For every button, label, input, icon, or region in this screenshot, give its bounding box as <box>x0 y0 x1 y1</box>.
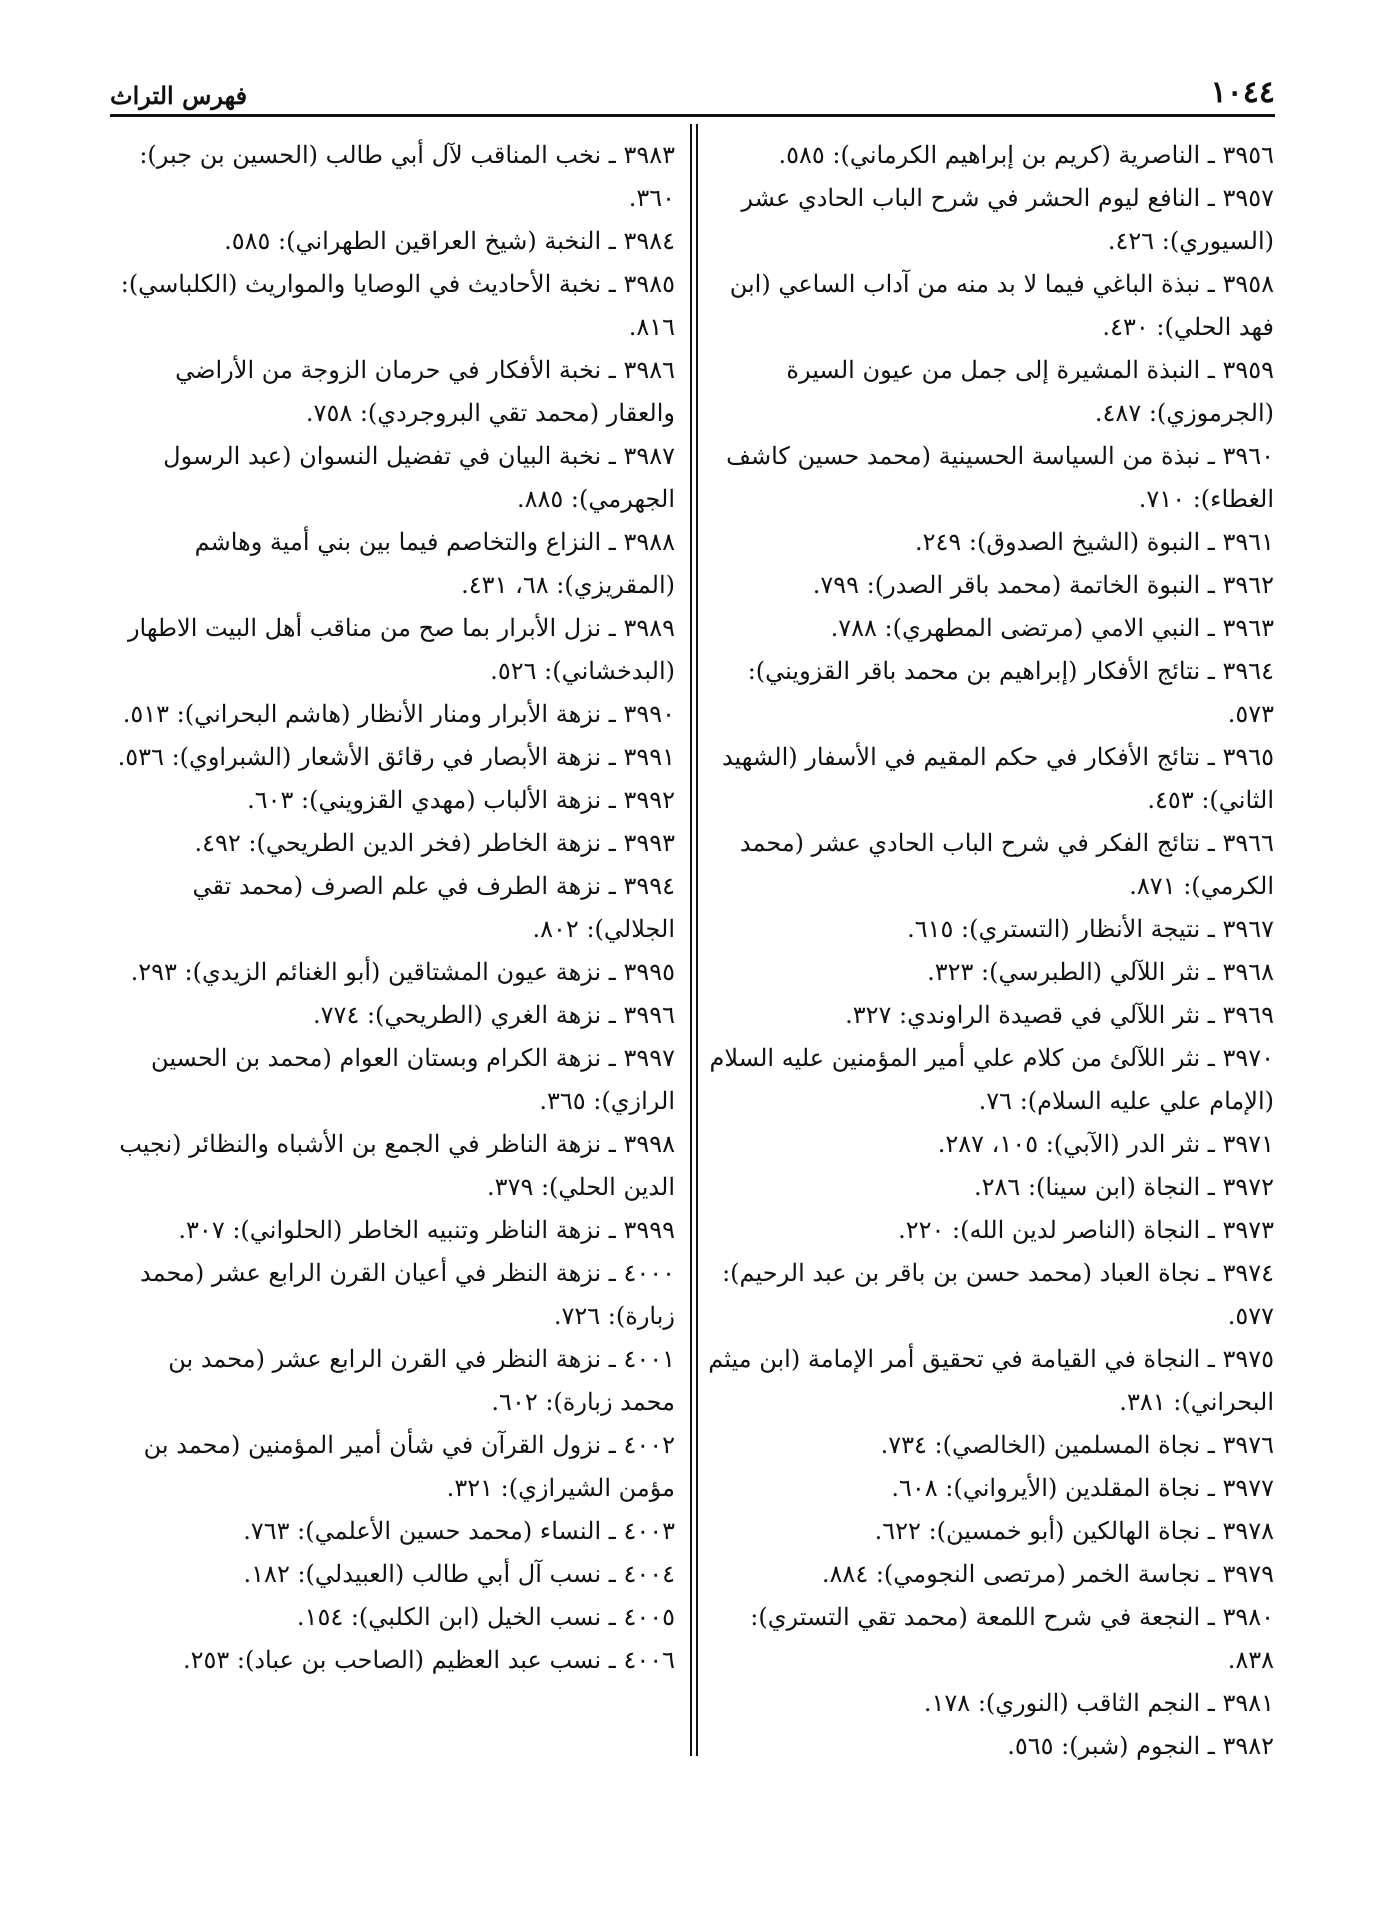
index-entry: ٣٩٨١ ـ النجم الثاقب (النوري): ١٧٨. <box>923 1689 1274 1717</box>
index-entry: ٣٩٨٨ ـ النزاع والتخاصم فيما بين بني أمية وهاشم (المقريزي): ٦٨، ٤٣١. <box>194 528 675 599</box>
index-entry: ٣٩٧٣ ـ النجاة (الناصر لدين الله): ٢٢٠. <box>898 1216 1274 1244</box>
index-entry: ٣٩٥٧ ـ النافع ليوم الحشر في شرح الباب الحادي عشر (السيوري): ٤٢٦. <box>741 184 1274 255</box>
column-divider <box>696 124 698 1756</box>
running-title: فهرس التراث <box>110 81 248 110</box>
page-header <box>110 62 1275 110</box>
index-entry: ٤٠٠٣ ـ النساء (محمد حسين الأعلمي): ٧٦٣. <box>243 1517 675 1545</box>
index-entry: ٣٩٦٠ ـ نبذة من السياسة الحسينية (محمد حسين كاشف الغطاء): ٧١٠. <box>726 442 1274 513</box>
index-entry: ٣٩٩٨ ـ نزهة الناظر في الجمع بن الأشباه والنظائر (نجيب الدين الحلي): ٣٧٩. <box>119 1130 675 1201</box>
index-entry: ٣٩٧١ ـ نثر الدر (الآبي): ١٠٥، ٢٨٧. <box>937 1130 1274 1158</box>
index-entry: ٣٩٨٢ ـ النجوم (شبر): ٥٦٥. <box>1007 1732 1274 1760</box>
index-entry: ٣٩٧٠ ـ نثر اللآلئ من كلام علي أمير المؤمنين عليه السلام (الإمام علي عليه السلام): ٧٦. <box>709 1044 1274 1115</box>
index-entry: ٣٩٨٥ ـ نخبة الأحاديث في الوصايا والمواريث (الكلباسي): ٨١٦. <box>120 270 675 341</box>
index-entry: ٣٩٧٩ ـ نجاسة الخمر (مرتصى النجومي): ٨٨٤. <box>821 1560 1274 1588</box>
index-entry: ٤٠٠٤ ـ نسب آل أبي طالب (العبيدلي): ١٨٢. <box>243 1560 675 1588</box>
index-entry: ٣٩٨٩ ـ نزل الأبرار بما صح من مناقب أهل البيت الاطهار (البدخشاني): ٥٢٦. <box>127 614 675 685</box>
index-entry: ٣٩٦٤ ـ نتائج الأفكار (إبراهيم بن محمد باقر القزويني): ٥٧٣. <box>747 657 1274 728</box>
index-entry: ٣٩٧٧ ـ نجاة المقلدين (الأيرواني): ٦٠٨. <box>891 1474 1274 1502</box>
index-entry: ٣٩٩٩ ـ نزهة الناظر وتنبيه الخاطر (الحلواني): ٣٠٧. <box>178 1216 675 1244</box>
index-entry: ٣٩٨٤ ـ النخبة (شيخ العراقين الطهراني): ٥٨٥. <box>224 227 675 255</box>
index-entry: ٣٩٨٠ ـ النجعة في شرح اللمعة (محمد تقي التستري): ٨٣٨. <box>750 1603 1274 1674</box>
index-entry: ٣٩٥٨ ـ نبذة الباغي فيما لا بد منه من آداب الساعي (ابن فهد الحلي): ٤٣٠. <box>729 270 1274 341</box>
column-divider <box>690 124 692 1756</box>
index-entry: ٣٩٩٠ ـ نزهة الأبرار ومنار الأنظار (هاشم البحراني): ٥١٣. <box>122 700 675 728</box>
index-entry: ٣٩٥٦ ـ الناصرية (كريم بن إبراهيم الكرماني): ٥٨٥. <box>778 141 1274 169</box>
header-rule <box>110 114 1275 117</box>
index-entry: ٣٩٦٦ ـ نتائج الفكر في شرح الباب الحادي عشر (محمد الكرمي): ٨٧١. <box>739 829 1274 900</box>
index-entry: ٤٠٠١ ـ نزهة النظر في القرن الرابع عشر (محمد بن محمد زبارة): ٦٠٢. <box>168 1345 675 1416</box>
index-entry: ٣٩٦٥ ـ نتائج الأفكار في حكم المقيم في الأسفار (الشهيد الثاني): ٤٥٣. <box>721 743 1274 814</box>
index-entry: ٣٩٧٥ ـ النجاة في القيامة في تحقيق أمر الإمامة (ابن ميثم البحراني): ٣٨١. <box>708 1345 1274 1416</box>
index-entry: ٣٩٨٣ ـ نخب المناقب لآل أبي طالب (الحسين بن جبر): ٣٦٠. <box>139 141 675 212</box>
index-entry: ٣٩٧٨ ـ نجاة الهالكين (أبو خمسين): ٦٢٢. <box>874 1517 1274 1545</box>
page-number: ١٠٤٤ <box>1210 75 1275 110</box>
index-entry: ٣٩٦٣ ـ النبي الامي (مرتضى المطهري): ٧٨٨. <box>830 614 1274 642</box>
index-entry: ٣٩٦٢ ـ النبوة الخاتمة (محمد باقر الصدر): ٧٩٩. <box>812 571 1274 599</box>
index-entry: ٣٩٩٦ ـ نزهة الغري (الطريحي): ٧٧٤. <box>313 1001 675 1029</box>
index-entry: ٤٠٠٥ ـ نسب الخيل (ابن الكلبي): ١٥٤. <box>296 1603 675 1631</box>
index-entry: ٣٩٨٧ ـ نخبة البيان في تفضيل النسوان (عبد الرسول الجهرمي): ٨٨٥. <box>163 442 675 513</box>
index-entry: ٣٩٦٧ ـ نتيجة الأنظار (التستري): ٦١٥. <box>907 915 1274 943</box>
index-entry: ٣٩٧٤ ـ نجاة العباد (محمد حسن بن باقر بن عبد الرحيم): ٥٧٧. <box>722 1259 1274 1330</box>
index-entry: ٣٩٩٣ ـ نزهة الخاطر (فخر الدين الطريحي): ٤٩٢. <box>194 829 675 857</box>
index-entry: ٣٩٩٧ ـ نزهة الكرام وبستان العوام (محمد بن الحسين الرازي): ٣٦٥. <box>151 1044 675 1115</box>
index-entry: ٣٩٧٢ ـ النجاة (ابن سينا): ٢٨٦. <box>974 1173 1274 1201</box>
index-entry: ٤٠٠٦ ـ نسب عبد العظيم (الصاحب بن عباد): ٢٥٣. <box>182 1646 675 1674</box>
index-entry: ٣٩٧٦ ـ نجاة المسلمين (الخالصي): ٧٣٤. <box>880 1431 1274 1459</box>
index-entry: ٣٩٩٤ ـ نزهة الطرف في علم الصرف (محمد تقي الجلالي): ٨٠٢. <box>192 872 675 943</box>
left-column <box>110 134 675 1682</box>
index-entry: ٣٩٦٨ ـ نثر اللآلي (الطبرسي): ٣٢٣. <box>927 958 1274 986</box>
right-column <box>708 134 1274 1768</box>
index-entry: ٣٩٩١ ـ نزهة الأبصار في رقائق الأشعار (الشبراوي): ٥٣٦. <box>117 743 675 771</box>
index-entry: ٣٩٥٩ ـ النبذة المشيرة إلى جمل من عيون السيرة (الجرموزي): ٤٨٧. <box>786 356 1274 427</box>
index-entry: ٣٩٦٩ ـ نثر اللآلي في قصيدة الراوندي: ٣٢٧. <box>845 1001 1274 1029</box>
index-entry: ٤٠٠٠ ـ نزهة النظر في أعيان القرن الرابع عشر (محمد زبارة): ٧٢٦. <box>140 1259 675 1330</box>
index-entry: ٣٩٦١ ـ النبوة (الشيخ الصدوق): ٢٤٩. <box>914 528 1274 556</box>
index-entry: ٣٩٩٢ ـ نزهة الألباب (مهدي القزويني): ٦٠٣. <box>247 786 675 814</box>
index-entry: ٣٩٨٦ ـ نخبة الأفكار في حرمان الزوجة من الأراضي والعقار (محمد تقي البروجردي): ٧٥٨. <box>175 356 675 427</box>
index-entry: ٤٠٠٢ ـ نزول القرآن في شأن أمير المؤمنين (محمد بن مؤمن الشيرازي): ٣٢١. <box>143 1431 675 1502</box>
index-entry: ٣٩٩٥ ـ نزهة عيون المشتاقين (أبو الغنائم الزيدي): ٢٩٣. <box>130 958 675 986</box>
